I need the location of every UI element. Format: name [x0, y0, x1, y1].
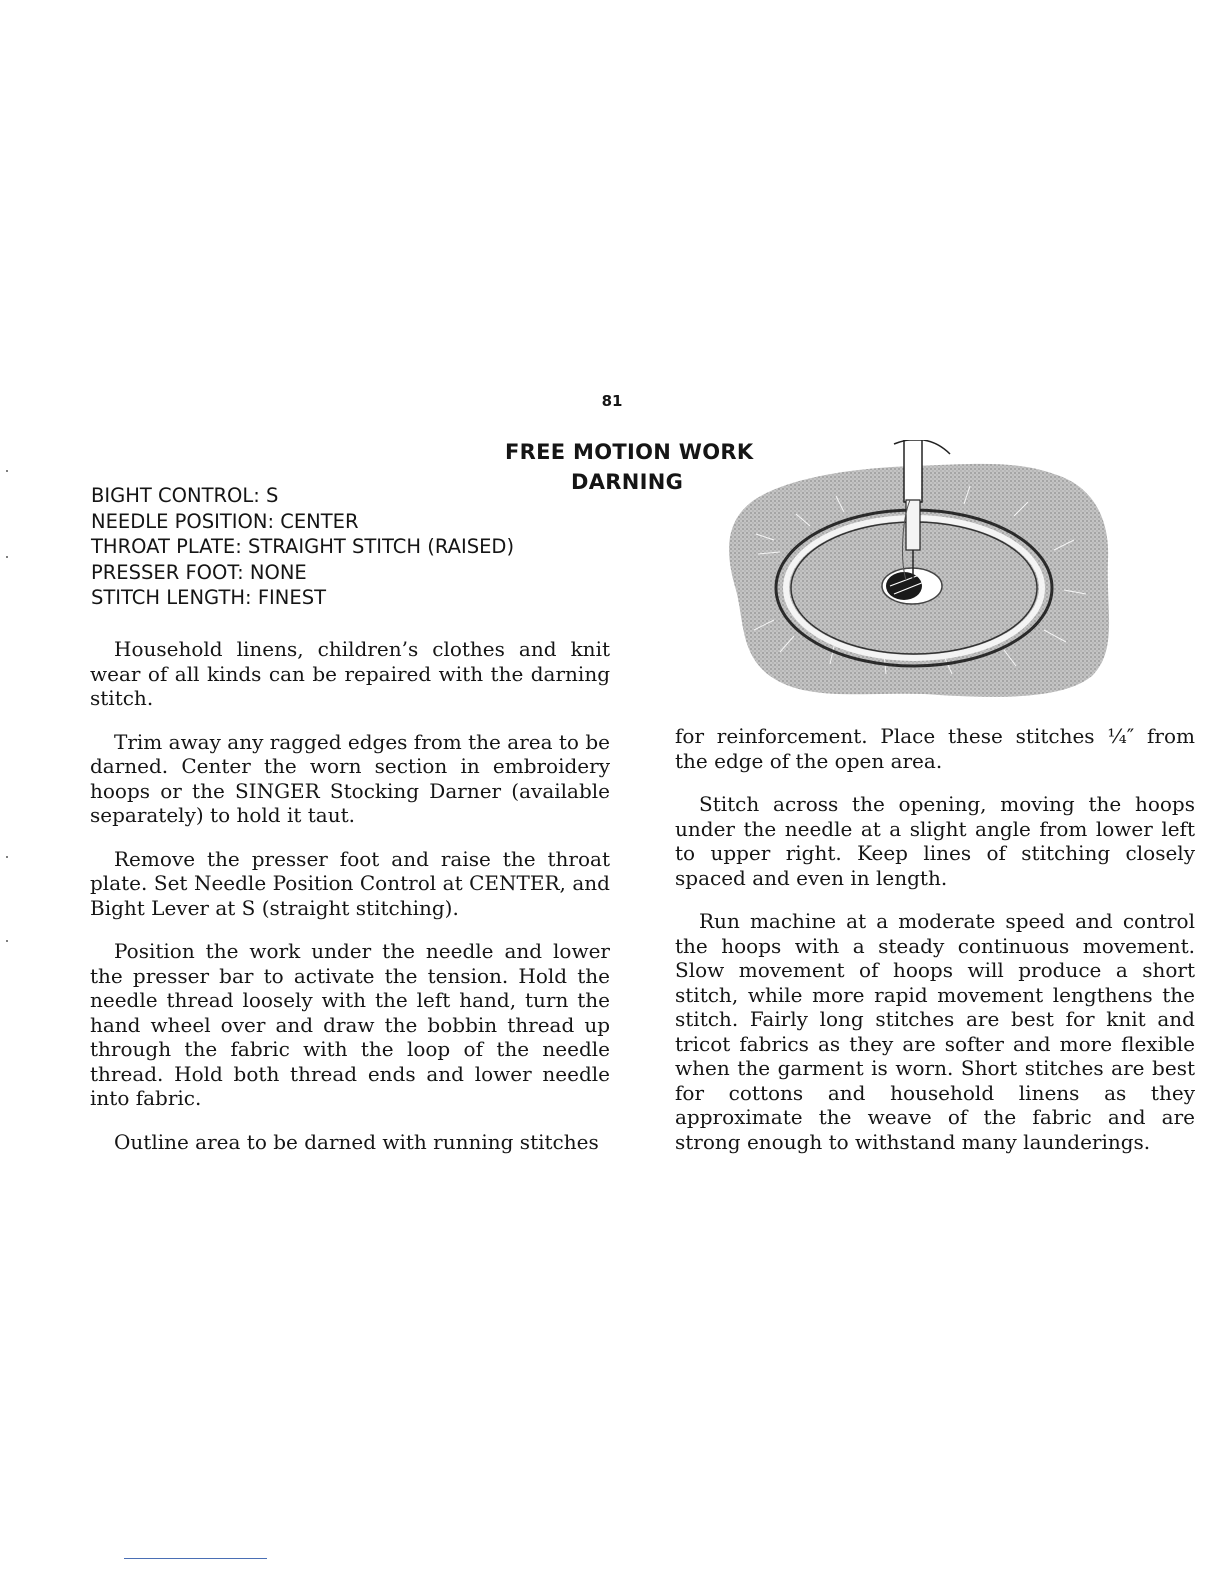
section-title: FREE MOTION WORK — [505, 440, 754, 464]
footer-rule — [124, 1558, 267, 1559]
paragraph: Run machine at a moderate speed and control the hoops with a steady continuous movement. Slow movement of hoops will produce a short stitch, while more rapid movement lengthens the stitch. Fairly long stitches are best for knit and tricot fabrics as they are softer and more flexible when the garment is worn. Short stitches are best for cottons and household linens as they approximate the weave of the fabric and are strong enough to withstand many launderings. — [675, 909, 1195, 1154]
setting-bight-control: BIGHT CONTROL: S — [91, 484, 279, 507]
left-column — [90, 637, 610, 1173]
paragraph: Stitch across the opening, moving the hoops under the needle at a slight angle from lower left to upper right. Keep lines of stitching closely spaced and even in length. — [675, 792, 1195, 890]
scan-mark — [6, 556, 8, 558]
machine-settings — [91, 483, 514, 611]
page-number: 81 — [601, 392, 623, 410]
section-subtitle: DARNING — [571, 470, 684, 494]
paragraph: Outline area to be darned with running stitches — [114, 1129, 599, 1154]
scan-mark — [6, 470, 8, 472]
paragraph: Position the work under the needle and lower the presser bar to activate the tension. Hold the needle thread loosely with the left hand, turn the hand wheel over and draw the bobbin thread up through the fabric with the loop of the needle thread. Hold both thread ends and lower needle into fabric. — [90, 939, 610, 1110]
setting-stitch-length: STITCH LENGTH: FINEST — [91, 586, 326, 609]
darning-hoop-illustration — [714, 440, 1124, 715]
paragraph: Remove the presser foot and raise the throat plate. Set Needle Position Control at CENTER, and Bight Lever at S (straight stitching). — [90, 846, 610, 920]
paragraph: Trim away any ragged edges from the area to be darned. Center the worn section in embroidery hoops or the SINGER Stocking Darner (available separately) to hold it taut. — [90, 729, 610, 827]
paragraph: for reinforcement. Place these stitches ¼″ from the edge of the open area. — [675, 724, 1195, 773]
setting-throat-plate: THROAT PLATE: STRAIGHT STITCH (RAISED) — [91, 535, 515, 558]
setting-presser-foot: PRESSER FOOT: NONE — [91, 560, 307, 584]
paragraph: Household linens, children’s clothes and knit wear of all kinds can be repaired with the darning stitch. — [90, 637, 610, 710]
scan-mark — [6, 856, 8, 858]
setting-needle-position: NEEDLE POSITION: CENTER — [91, 509, 359, 533]
scan-mark — [6, 940, 8, 942]
right-column — [675, 724, 1195, 1173]
